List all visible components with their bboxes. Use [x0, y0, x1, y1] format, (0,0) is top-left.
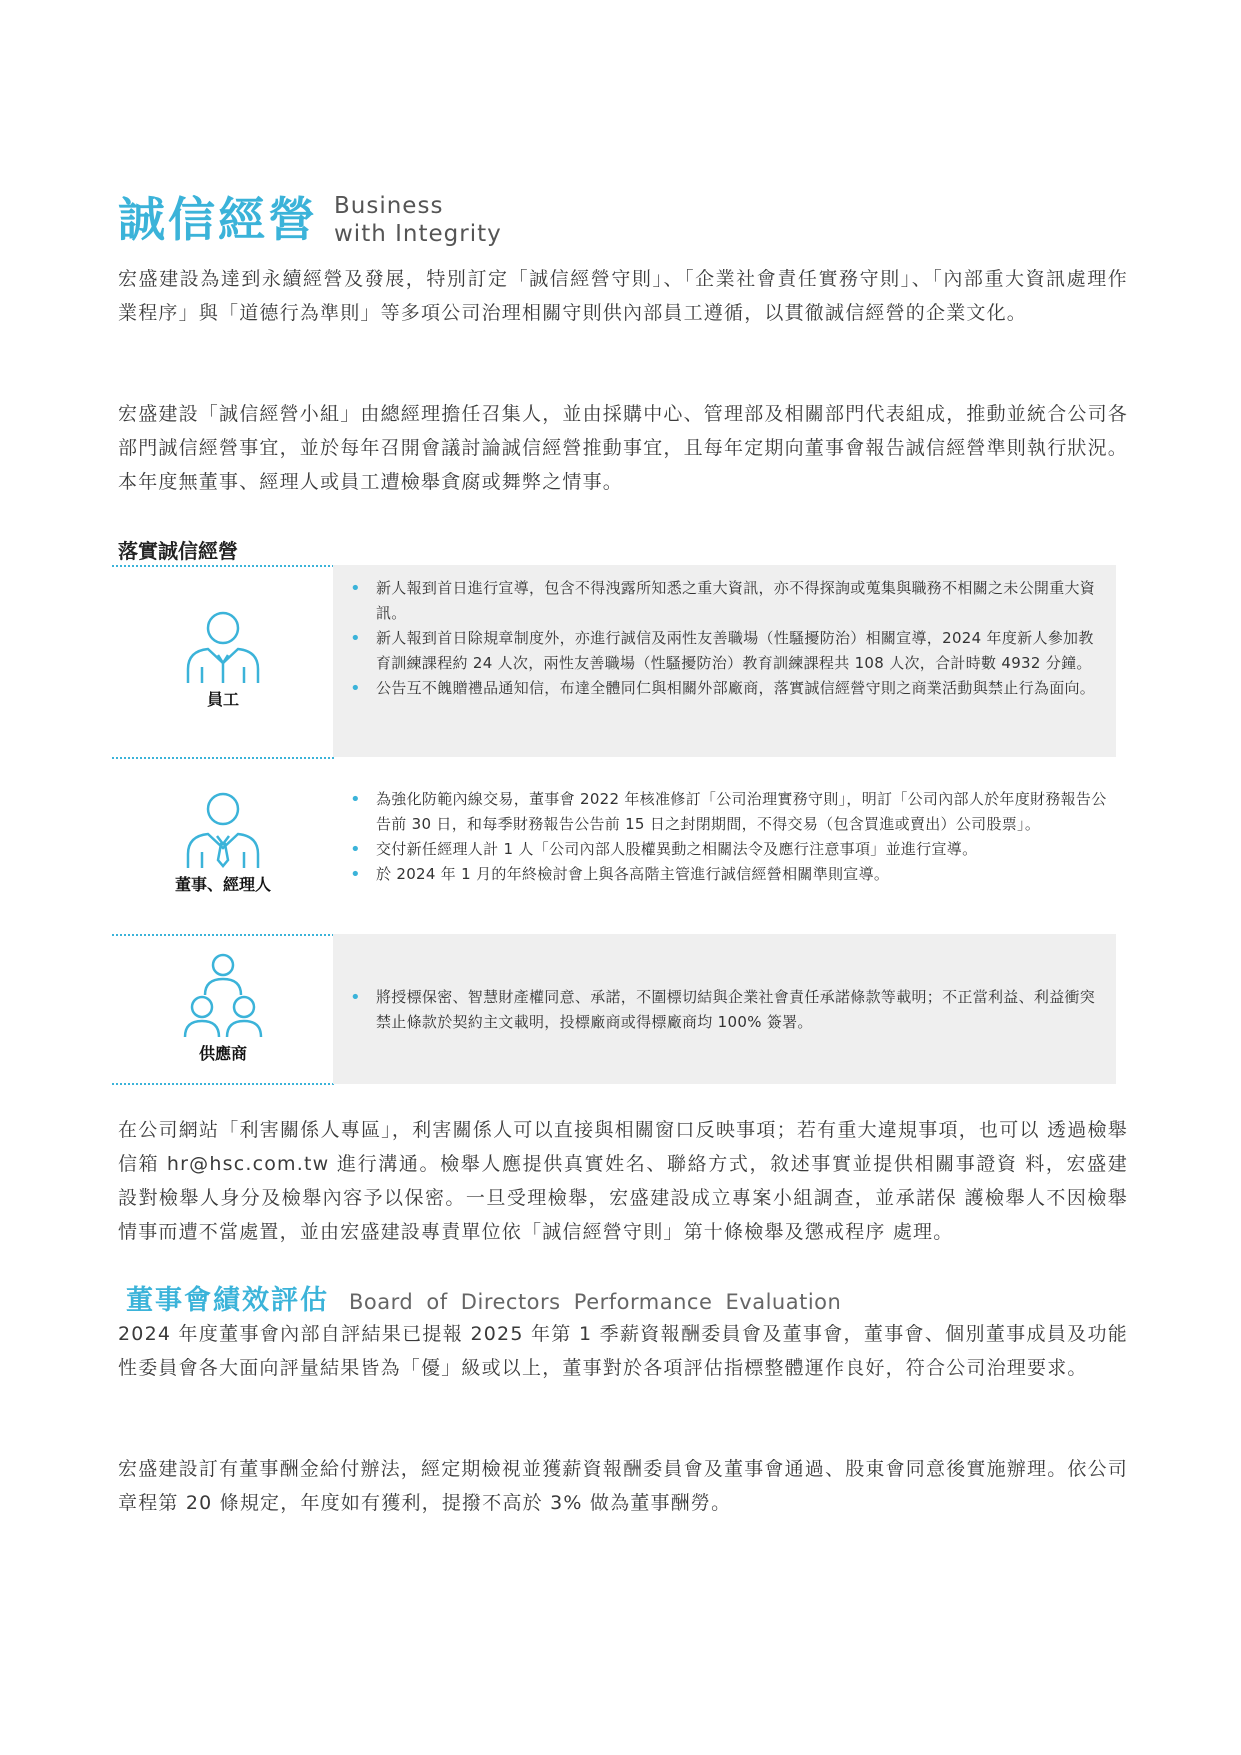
board-evaluation-paragraph: 2024 年度董事會內部自評結果已提報 2025 年第 1 季薪資報酬委員會及董事會，董事會、個別董事成員及功能性委員會各大面向評量結果皆為「優」級或以上，董事對於各項評估指標整體運作良好，符合公司治理要求。 — [118, 1323, 1128, 1379]
board-title-en: Board of Directors Performance Evaluation — [349, 1290, 842, 1314]
list-item: • 新人報到首日進行宣導，包含不得洩露所知悉之重大資訊，亦不得探詢或蒐集與職務不相關之未公開重大資訊。 — [348, 576, 1108, 626]
title-zh: 誠信經營 — [118, 192, 318, 248]
employee-cell — [112, 607, 334, 710]
divider — [112, 1083, 334, 1085]
integrity-team-paragraph: 宏盛建設「誠信經營小組」由總經理擔任召集人，並由採購中心、管理部及相關部門代表組成，推動並統合公司各部門誠信經營事宜，並於每年召開會議討論誠信經營推動事宜，且每年定期向董事會報告誠信經營準則執行狀況。本年度無董事、經理人或員工遭檢舉貪腐或舞弊之情事。 — [118, 403, 1129, 493]
supplier-cell — [112, 953, 334, 1064]
list-item: • 為強化防範內線交易，董事會 2022 年核准修訂「公司治理實務守則」，明訂「公司內部人於年度財務報告公告前 30 日，和每季財務報告公告前 15 日之封閉期間，不得交易（包含買進或賣出）公司股票」。 — [348, 787, 1108, 837]
employee-icon — [184, 607, 262, 685]
section-title — [118, 192, 502, 248]
director-label: 董事、經理人 — [174, 875, 271, 894]
director-remuneration-paragraph: 宏盛建設訂有董事酬金給付辦法，經定期檢視並獲薪資報酬委員會及董事會通過、股東會同意後實施辦理。依公司章程第 20 條規定，年度如有獲利，提撥不高於 3% 做為董事酬勞。 — [118, 1458, 1129, 1514]
board-title-zh: 董事會績效評估 — [126, 1285, 329, 1316]
section-subtitle: 落實誠信經營 — [118, 539, 238, 563]
employee-label: 員工 — [206, 690, 239, 709]
director-cell — [112, 790, 334, 895]
list-item: • 交付新任經理人計 1 人「公司內部人股權異動之相關法令及應行注意事項」並進行宣導。 — [348, 837, 1108, 862]
list-item: • 新人報到首日除規章制度外，亦進行誠信及兩性友善職場（性騷擾防治）相關宣導，2024 年度新人參加教育訓練課程約 24 人次，兩性友善職場（性騷擾防治）教育訓練課程共 108 人次，合計時數 4932 分鐘。 — [348, 626, 1108, 676]
divider — [112, 934, 334, 936]
list-item: • 於 2024 年 1 月的年終檢討會上與各高階主管進行誠信經營相關準則宣導。 — [348, 862, 1108, 887]
supplier-icon — [183, 953, 263, 1039]
intro-paragraph: 宏盛建設為達到永續經營及發展，特別訂定「誠信經營守則」、「企業社會責任實務守則」、「內部重大資訊處理作業程序」與「道德行為準則」等多項公司治理相關守則供內部員工遵循，以貫徹誠信經營的企業文化。 — [118, 268, 1128, 324]
supplier-label: 供應商 — [198, 1044, 247, 1063]
supplier-list — [348, 985, 1108, 1035]
list-item: • 公告互不餽贈禮品通知信，布達全體同仁與相關外部廠商，落實誠信經營守則之商業活動與禁止行為面向。 — [348, 676, 1108, 701]
title-en — [334, 192, 502, 248]
divider — [112, 757, 334, 759]
divider — [112, 565, 334, 567]
whistleblower-paragraph: 在公司網站「利害關係人專區」，利害關係人可以直接與相關窗口反映事項；若有重大違規事項，也可以 透過檢舉信箱 hr@hsc.com.tw 進行溝通。檢舉人應提供真實姓名、聯絡方式，敘述事實並提供相關事證資 料，宏盛建設對檢舉人身分及檢舉內容予以保密。一旦受理檢舉，宏盛建設成立專案小組調查，並承諾保 護檢舉人不因檢舉情事而遭不當處置，並由宏盛建設專責單位依「誠信經營守則」第十條檢舉及懲戒程序 處理。 — [118, 1119, 1128, 1243]
title-en-line2: with Integrity — [334, 221, 502, 247]
director-manager-icon — [184, 790, 262, 870]
employee-list — [348, 576, 1108, 701]
title-en-line1: Business — [334, 193, 444, 219]
list-item: • 將授標保密、智慧財產權同意、承諾，不圍標切結與企業社會責任承諾條款等載明；不正當利益、利益衝突禁止條款於契約主文載明，投標廠商或得標廠商均 100% 簽署。 — [348, 985, 1108, 1035]
board-evaluation-title — [126, 1278, 841, 1317]
director-list — [348, 787, 1108, 887]
